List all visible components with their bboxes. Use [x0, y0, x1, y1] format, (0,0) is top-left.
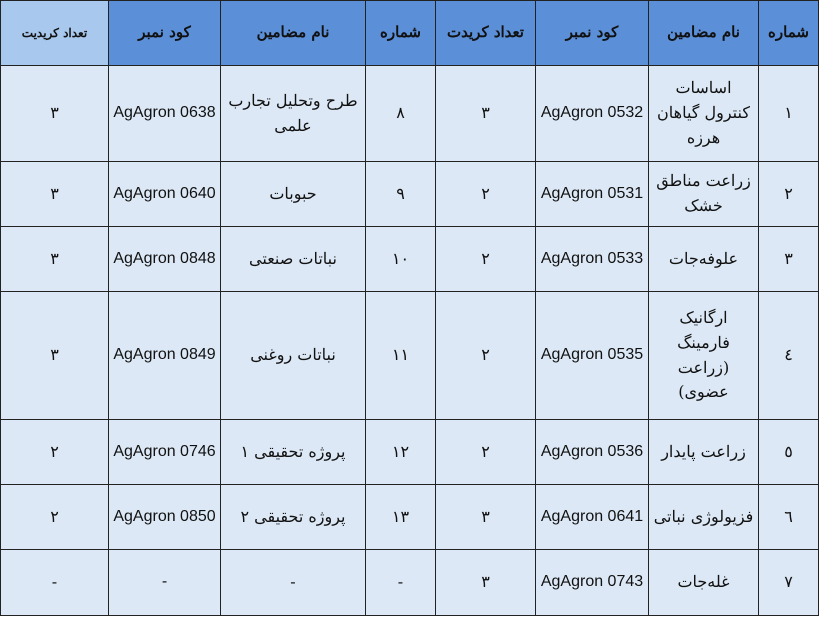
cell-credits-a: ٢ — [436, 227, 536, 292]
header-code-a: کود نمبر — [536, 1, 649, 66]
header-index-a: شماره — [759, 1, 819, 66]
table-row — [1, 550, 819, 616]
cell-index-b: ٩ — [366, 162, 436, 227]
cell-credits-a: ٣ — [436, 485, 536, 550]
cell-name-a: اساسات کنترول گیاهان هرزه — [649, 66, 759, 162]
header-index-b: شماره — [366, 1, 436, 66]
cell-credits-a: ٢ — [436, 162, 536, 227]
cell-name-a: ارگانیک فارمینگ (زراعت عضوی) — [649, 292, 759, 420]
cell-code-a: AgAgron 0536 — [536, 420, 649, 485]
cell-code-b: - — [109, 550, 221, 616]
cell-credits-b: ٢ — [1, 420, 109, 485]
cell-index-b: ١٣ — [366, 485, 436, 550]
cell-name-b: طرح وتحلیل تجارب علمی — [221, 66, 366, 162]
cell-code-a: AgAgron 0743 — [536, 550, 649, 616]
cell-name-b: نباتات روغنی — [221, 292, 366, 420]
cell-code-b: AgAgron 0848 — [109, 227, 221, 292]
cell-name-a: فزیولوژی نباتی — [649, 485, 759, 550]
cell-name-b: - — [221, 550, 366, 616]
cell-code-b: AgAgron 0746 — [109, 420, 221, 485]
cell-index-b: - — [366, 550, 436, 616]
cell-index-a: ٤ — [759, 292, 819, 420]
cell-name-b: نباتات صنعتی — [221, 227, 366, 292]
header-credits-a: تعداد کریدت — [436, 1, 536, 66]
cell-index-a: ١ — [759, 66, 819, 162]
cell-name-a: زراعت پایدار — [649, 420, 759, 485]
table-row — [1, 420, 819, 485]
cell-code-b: AgAgron 0640 — [109, 162, 221, 227]
cell-code-b: AgAgron 0638 — [109, 66, 221, 162]
cell-name-b: حبوبات — [221, 162, 366, 227]
cell-code-a: AgAgron 0533 — [536, 227, 649, 292]
cell-credits-b: ٢ — [1, 485, 109, 550]
cell-code-a: AgAgron 0531 — [536, 162, 649, 227]
header-credits-b: تعداد کریدیت — [1, 1, 109, 66]
cell-code-b: AgAgron 0849 — [109, 292, 221, 420]
header-name-a: نام مضامین — [649, 1, 759, 66]
table-row — [1, 162, 819, 227]
table-header — [1, 1, 819, 66]
header-code-b: کود نمبر — [109, 1, 221, 66]
cell-credits-b: ٣ — [1, 162, 109, 227]
cell-code-a: AgAgron 0532 — [536, 66, 649, 162]
cell-name-a: زراعت مناطق خشک — [649, 162, 759, 227]
cell-credits-a: ٢ — [436, 420, 536, 485]
cell-index-b: ١٢ — [366, 420, 436, 485]
cell-index-a: ٢ — [759, 162, 819, 227]
header-name-b: نام مضامین — [221, 1, 366, 66]
cell-index-a: ٥ — [759, 420, 819, 485]
cell-credits-b: ٣ — [1, 66, 109, 162]
cell-index-b: ١١ — [366, 292, 436, 420]
cell-name-a: غله‌جات — [649, 550, 759, 616]
table-row — [1, 227, 819, 292]
cell-index-a: ٧ — [759, 550, 819, 616]
table-row — [1, 292, 819, 420]
cell-code-a: AgAgron 0641 — [536, 485, 649, 550]
cell-index-a: ٣ — [759, 227, 819, 292]
cell-index-a: ٦ — [759, 485, 819, 550]
cell-credits-a: ٣ — [436, 550, 536, 616]
cell-credits-a: ٢ — [436, 292, 536, 420]
cell-index-b: ٨ — [366, 66, 436, 162]
cell-index-b: ١٠ — [366, 227, 436, 292]
cell-name-b: پروژه تحقیقی ١ — [221, 420, 366, 485]
cell-credits-b: ٣ — [1, 292, 109, 420]
cell-name-a: علوفه‌جات — [649, 227, 759, 292]
table-row — [1, 485, 819, 550]
cell-credits-b: ٣ — [1, 227, 109, 292]
table-row — [1, 66, 819, 162]
cell-name-b: پروژه تحقیقی ٢ — [221, 485, 366, 550]
cell-credits-b: - — [1, 550, 109, 616]
cell-code-a: AgAgron 0535 — [536, 292, 649, 420]
cell-code-b: AgAgron 0850 — [109, 485, 221, 550]
cell-credits-a: ٣ — [436, 66, 536, 162]
